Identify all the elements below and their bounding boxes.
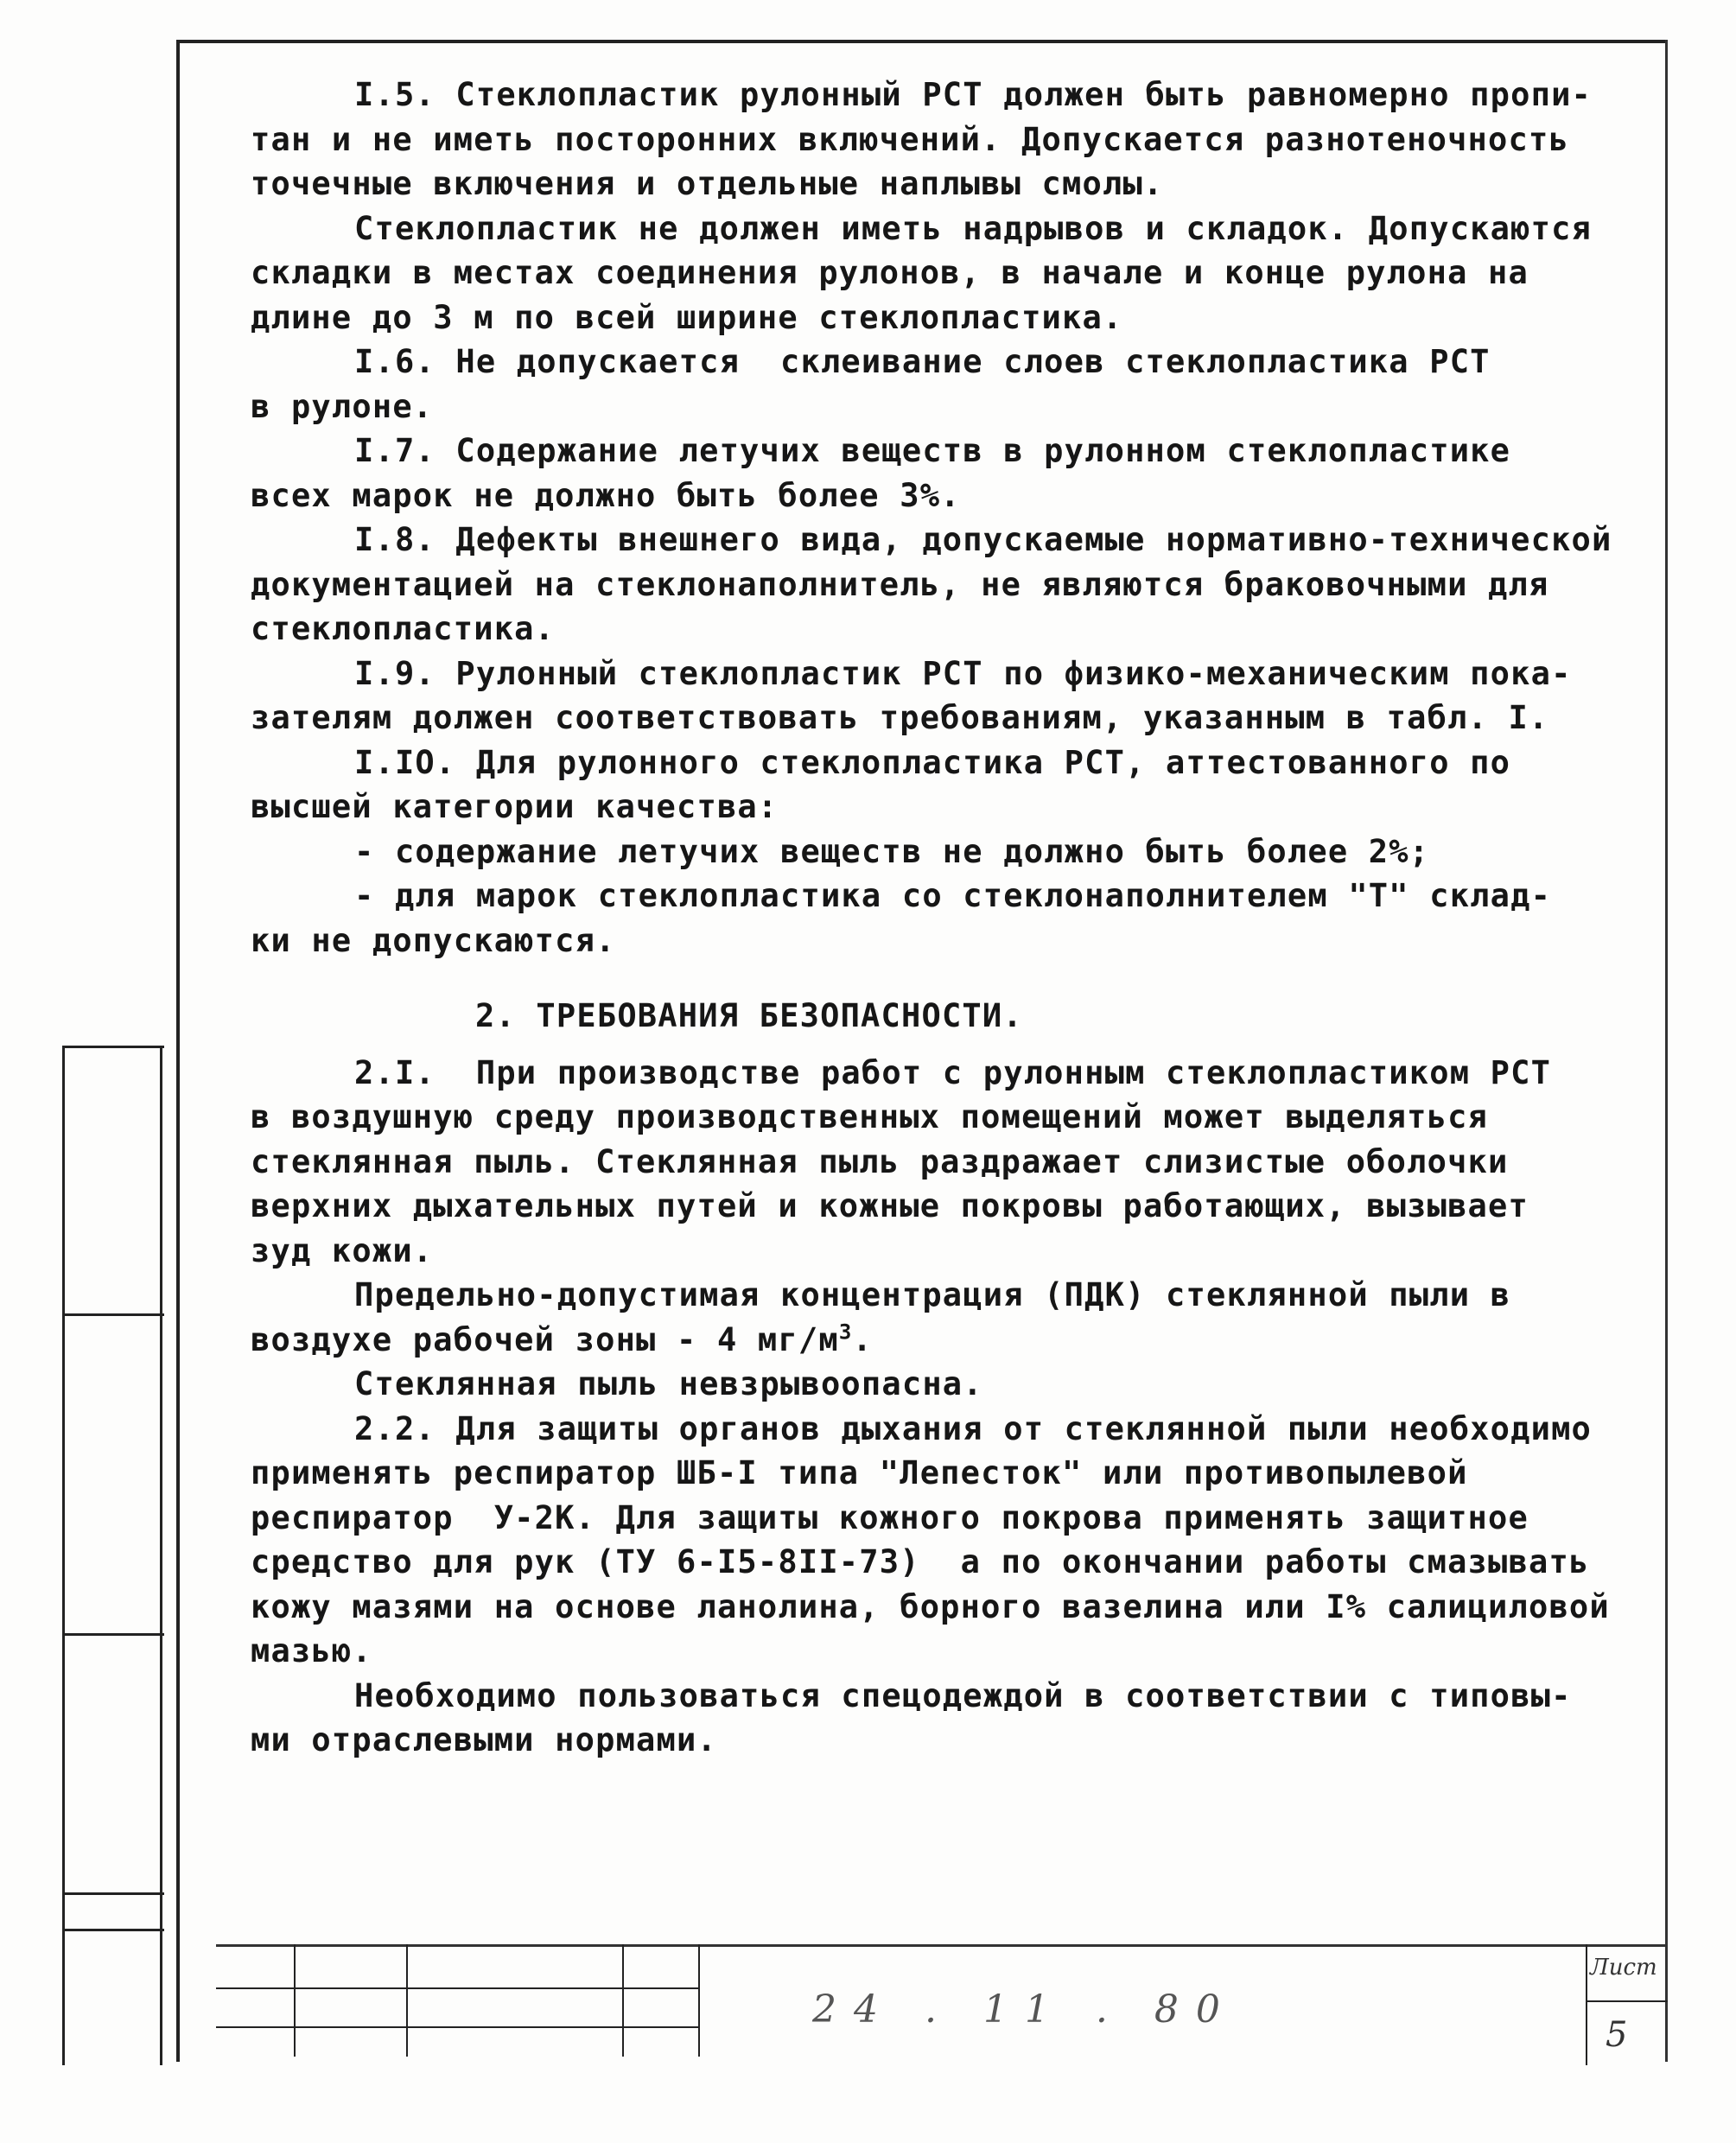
text-line-content: стеклопластика. [251, 610, 556, 647]
text-line-content: I.5. Стеклопластик рулонный РСТ должен быть равномерно пропи- [354, 76, 1593, 113]
text-line-content: Предельно-допустимая концентрация (ПДК) стеклянной пыли в [354, 1276, 1511, 1313]
text-line-content: - содержание летучих веществ не должно быть более 2%; [354, 832, 1430, 870]
text-line-content: зателям должен соответствовать требованиям, указанным в табл. I. [251, 699, 1549, 736]
text-line-content: точечные включения и отдельные наплывы смолы. [251, 165, 1164, 202]
safety-section [251, 1051, 1668, 1763]
text-line-content: верхних дыхательных путей и кожные покровы работающих, вызывает [251, 1187, 1529, 1224]
text-line-content: Стеклянная пыль невзрывоопасна. [354, 1365, 983, 1402]
margin-strip-divider [62, 1633, 164, 1636]
sheet-number: 5 [1606, 2015, 1628, 2055]
text-line [251, 162, 1668, 207]
text-line [251, 741, 1668, 785]
stamp-rule [622, 1944, 624, 2057]
text-line [251, 785, 1668, 830]
text-line [251, 118, 1668, 162]
text-line [251, 429, 1668, 474]
section-heading: 2. ТРЕБОВАНИЯ БЕЗОПАСНОСТИ. [475, 997, 1023, 1034]
stamp-document-number: 24 . 11 . 80 [812, 1987, 1237, 2032]
text-line-content: - для марок стеклопластика со стеклонаполнителем "Т" склад- [354, 877, 1552, 914]
document-body [251, 73, 1668, 1763]
margin-strip-divider [62, 1892, 164, 1895]
text-line-content: I.7. Содержание летучих веществ в рулонном стеклопластике [354, 432, 1511, 469]
text-line-content: в рулоне. [251, 387, 434, 425]
text-line [251, 652, 1668, 696]
text-line-content: 2.I. При производстве работ с рулонным стеклопластиком РСТ [354, 1053, 1552, 1091]
text-line-content: тан и не иметь посторонних включений. Допускается разнотеночность [251, 120, 1569, 158]
text-suffix: . [852, 1320, 873, 1358]
text-line [251, 474, 1668, 518]
text-line [251, 251, 1668, 296]
margin-strip-edge [160, 1046, 162, 2065]
text-line-content: I.8. Дефекты внешнего вида, допускаемые нормативно-технической [354, 521, 1612, 558]
text-line [251, 1184, 1668, 1229]
margin-strip-divider [62, 1046, 164, 1048]
text-line [251, 1629, 1668, 1674]
text-line-content: средство для рук (ТУ 6-I5-8II-73) а по окончании работы смазывать [251, 1543, 1590, 1580]
text-line-content: документацией на стеклонаполнитель, не являются браковочными для [251, 565, 1549, 603]
stamp-rule [216, 2026, 700, 2028]
margin-strip-divider [62, 1929, 164, 1931]
text-line [251, 1051, 1668, 1096]
margin-stamp-marks [79, 1115, 105, 1288]
text-line [251, 1095, 1668, 1140]
text-line-content: респиратор У-2К. Для защиты кожного покрова применять защитное [251, 1498, 1529, 1536]
text-line [251, 1674, 1668, 1719]
text-line [251, 1362, 1668, 1407]
text-line-content: складки в местах соединения рулонов, в начале и конце рулона на [251, 254, 1529, 291]
text-line [251, 830, 1668, 874]
text-line [251, 1229, 1668, 1274]
text-line [251, 1496, 1668, 1541]
stamp-rule [1586, 1944, 1587, 2065]
sheet-label: Лист [1590, 1955, 1657, 1981]
stamp-rule [1586, 2000, 1668, 2002]
text-line [251, 607, 1668, 652]
text-line [251, 696, 1668, 741]
stamp-rule [294, 1944, 296, 2057]
stamp-rule [698, 1944, 700, 2057]
text-line [251, 518, 1668, 563]
text-line [251, 1140, 1668, 1185]
text-line-content: в воздушную среду производственных помещений может выделяться [251, 1098, 1489, 1135]
text-line [251, 207, 1668, 251]
text-line-content: 2.2. Для защиты органов дыхания от стеклянной пыли необходимо [354, 1409, 1593, 1447]
text-line [251, 1273, 1668, 1318]
text-line [251, 296, 1668, 340]
stamp-rule [406, 1944, 408, 2057]
frame-top-border [176, 40, 1668, 43]
text-line-content: стеклянная пыль. Стеклянная пыль раздражает слизистые оболочки [251, 1142, 1509, 1180]
margin-strip-edge [62, 1046, 65, 2065]
requirements-section [251, 73, 1668, 963]
text-line-content: Стеклопластик не должен иметь надрывов и складок. Допускаются [354, 209, 1593, 247]
text-line [251, 1540, 1668, 1585]
text-line-content: применять респиратор ШБ-I типа "Лепесток" или противопылевой [251, 1454, 1468, 1491]
text-line-content: всех марок не должно быть более 3%. [251, 476, 961, 514]
text-line [251, 385, 1668, 429]
text-line [251, 563, 1668, 607]
text-line [251, 1318, 1668, 1363]
text-line [251, 1451, 1668, 1496]
frame-left-border [176, 40, 180, 2062]
text-line-content: длине до 3 м по всей ширине стеклопластика. [251, 298, 1123, 336]
text-line-content: кожу мазями на основе ланолина, борного вазелина или I% салициловой [251, 1587, 1610, 1625]
margin-strip-divider [62, 1313, 164, 1316]
text-line-content: I.9. Рулонный стеклопластик РСТ по физико-механическим пока- [354, 654, 1572, 692]
stamp-rule [216, 1987, 700, 1989]
text-line-content: I.IO. Для рулонного стеклопластика РСТ, аттестованного по [354, 743, 1511, 781]
text-line [251, 73, 1668, 118]
text-line-content: ми отраслевыми нормами. [251, 1721, 717, 1758]
superscript: 3 [838, 1320, 853, 1345]
frame-bottom-border [216, 1944, 1668, 1947]
text-line [251, 919, 1668, 963]
text-line-content: высшей категории качества: [251, 788, 779, 825]
text-line [251, 1407, 1668, 1452]
text-line-content: мазью. [251, 1632, 372, 1669]
text-line [251, 1585, 1668, 1630]
text-line-content: зуд кожи. [251, 1231, 434, 1269]
text-line [251, 1718, 1668, 1763]
text-line [251, 874, 1668, 919]
text-line-content: Необходимо пользоваться спецодеждой в соответствии с типовы- [354, 1676, 1572, 1714]
text-line-content: воздухе рабочей зоны - 4 мг/м [251, 1320, 839, 1358]
text-line-content: I.6. Не допускается склеивание слоев стеклопластика РСТ [354, 343, 1491, 380]
text-line-content: ки не допускаются. [251, 921, 616, 959]
text-line [251, 340, 1668, 385]
